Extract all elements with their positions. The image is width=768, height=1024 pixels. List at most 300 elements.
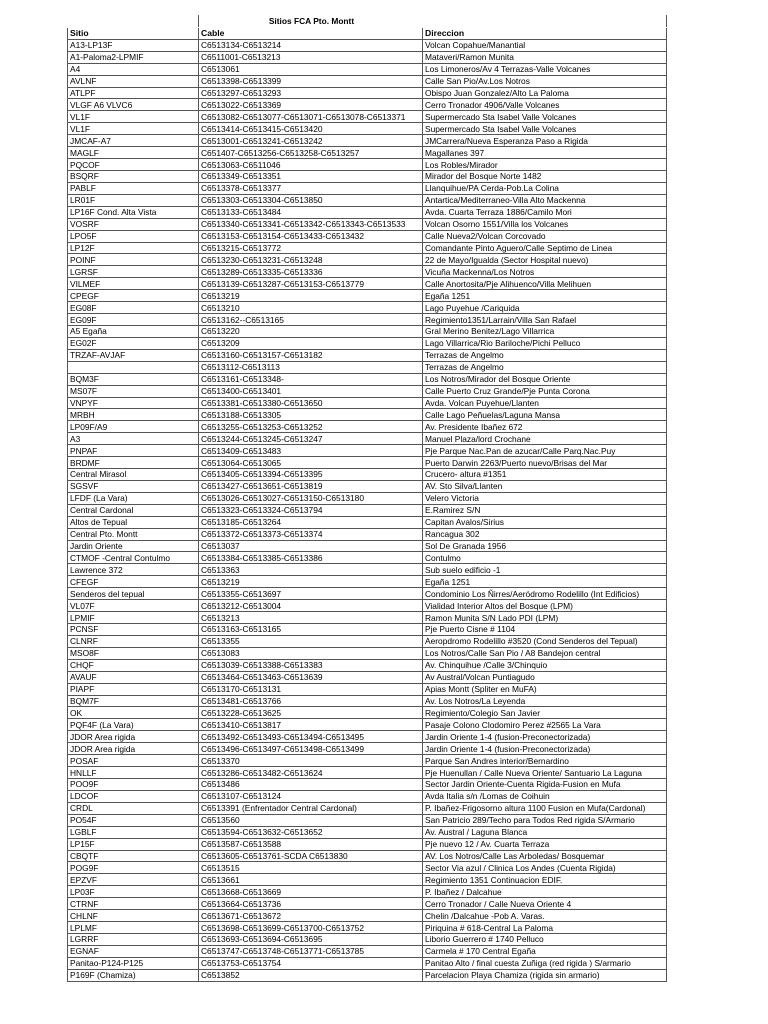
sitio-cell: EGNAF [68,945,199,957]
sitio-cell: LP03F [68,886,199,898]
cable-cell: C6513061 [199,63,423,75]
sitio-cell: JMCAF-A7 [68,135,199,147]
direccion-cell: Velero Victoria [423,492,667,504]
cable-cell: C6513083 [199,647,423,659]
table-row [68,683,667,695]
direccion-cell: Lago Puyehue /Cariquida [423,302,667,314]
direccion-cell: Llanquihue/PA Cerda-Pob.La Colina [423,182,667,194]
sitio-cell: EG08F [68,302,199,314]
direccion-cell: Magallanes 397 [423,147,667,159]
cable-cell: C6513228-C6513625 [199,707,423,719]
cable-cell: C6513464-C6513463-C6513639 [199,671,423,683]
table-row [68,147,667,159]
cable-cell: C6513001-C6513241-C6513242 [199,135,423,147]
cable-cell: C6513349-C6513351 [199,170,423,182]
direccion-cell: Pje nuevo 12 / Av. Cuarta Terraza [423,838,667,850]
table-row [68,838,667,850]
direccion-cell: Calle Lago Peñuelas/Laguna Mansa [423,409,667,421]
table-row [68,564,667,576]
sitio-cell: MS07F [68,385,199,397]
direccion-cell: Lago Villarrica/Rio Bariloche/Pichi Pelluco [423,337,667,349]
direccion-cell: Regimiento/Colegio San Javier [423,707,667,719]
table-row [68,409,667,421]
cable-cell: C6513605-C6513761-SCDA C6513830 [199,850,423,862]
table-row [68,945,667,957]
cable-cell: C6513163-C6513165 [199,624,423,636]
cable-cell: C6513661 [199,874,423,886]
cable-cell: C6513170-C6513131 [199,683,423,695]
spreadsheet [67,15,666,982]
direccion-cell: AV. Los Notros/Calle Las Arboledas/ Bosquemar [423,850,667,862]
cable-cell: C6513400-C6513401 [199,385,423,397]
cable-cell: C6513139-C6513287-C6513153-C6513779 [199,278,423,290]
direccion-cell: Cerro Tronador / Calle Nueva Oriente 4 [423,898,667,910]
table-row [68,385,667,397]
direccion-cell: Cerro Tronador 4906/Valle Volcanes [423,99,667,111]
direccion-cell: Terrazas de Angelmo [423,349,667,361]
cable-cell: C6513297-C6513293 [199,87,423,99]
direccion-cell: Avda. Volcan Puyehue/Llanten [423,397,667,409]
direccion-cell: Av. Austral / Laguna Blanca [423,826,667,838]
cable-cell: C6513185-C6513264 [199,516,423,528]
sitio-cell: LFDF (La Vara) [68,492,199,504]
table-row [68,182,667,194]
cable-cell: C6513515 [199,862,423,874]
cable-cell: C6513039-C6513388-C6513383 [199,659,423,671]
sitio-cell: PABLF [68,182,199,194]
sitio-cell: LP12F [68,242,199,254]
sitio-cell: VL1F [68,123,199,135]
table-row [68,576,667,588]
table-row [68,421,667,433]
title-spacer-cell [68,16,199,28]
cable-cell: C6513409-C6513483 [199,445,423,457]
direccion-cell: Av. Chinquihue /Calle 3/Chinquio [423,659,667,671]
cable-cell: C6513486 [199,779,423,791]
direccion-cell: Sector Jardin Oriente-Cuenta Rigida-Fusion en Mufa [423,779,667,791]
sitio-cell: PQCOF [68,159,199,171]
direccion-cell: Parcelacion Playa Chamiza (rigida sin armario) [423,969,667,981]
direccion-cell: Av. Los Notros/La Leyenda [423,695,667,707]
direccion-cell: Pje Huenullan / Calle Nueva Oriente/ Santuario La Laguna [423,767,667,779]
table-row [68,707,667,719]
direccion-cell: Puerto Darwin 2263/Puerto nuevo/Brisas del Mar [423,457,667,469]
sites-table [67,15,667,982]
cable-cell: C6513427-C6513651-C6513819 [199,480,423,492]
cable-cell: C6513219 [199,576,423,588]
sitio-cell: BQM7F [68,695,199,707]
sitio-cell: LPLMF [68,922,199,934]
table-row [68,624,667,636]
cable-cell: C6513698-C6513699-C6513700-C6513752 [199,922,423,934]
direccion-cell: AV. Sto Silva/Llanten [423,480,667,492]
title-row [68,16,667,28]
cable-cell: C6513414-C6513415-C6513420 [199,123,423,135]
table-row [68,194,667,206]
sitio-cell: A4 [68,63,199,75]
direccion-cell: Sol De Granada 1956 [423,540,667,552]
table-row [68,361,667,373]
table-row [68,445,667,457]
table-row [68,266,667,278]
table-row [68,755,667,767]
direccion-cell: Los Notros/Calle San Pio / A8 Bandejon central [423,647,667,659]
direccion-cell: Regimiento 1351 Continuacion EDIF. [423,874,667,886]
table-row [68,254,667,266]
sitio-cell: SGSVF [68,480,199,492]
direccion-cell: Supermercado Sta Isabel Valle Volcanes [423,111,667,123]
sitio-cell: LPMIF [68,612,199,624]
cable-cell: C6513398-C6513399 [199,75,423,87]
sitio-cell: CPEGF [68,290,199,302]
table-row [68,647,667,659]
sitio-cell: AVAUF [68,671,199,683]
table-row [68,75,667,87]
sitio-cell: POINF [68,254,199,266]
cable-cell: C6513410-C6513817 [199,719,423,731]
table-row [68,886,667,898]
cable-cell: C6513370 [199,755,423,767]
direccion-cell: Pje Parque Nac.Pan de azucar/Calle Parq.Nac.Puy [423,445,667,457]
sitio-cell: VNPYF [68,397,199,409]
direccion-cell: Sector Via azul / Clinica Los Andes (Cuenta Rigida) [423,862,667,874]
direccion-cell: Antartica/Mediterraneo-Villa Alto Mackenna [423,194,667,206]
direccion-cell: Vialidad Interior Altos del Bosque (LPM) [423,600,667,612]
header-row [68,27,667,39]
direccion-cell: Contulmo [423,552,667,564]
direccion-cell: Gral Merino Benitez/Lago Villarrica [423,325,667,337]
table-row [68,278,667,290]
sitio-cell: VLGF A6 VLVC6 [68,99,199,111]
cable-cell: C6513244-C6513245-C6513247 [199,433,423,445]
table-row [68,469,667,481]
sitio-cell: POG9F [68,862,199,874]
direccion-cell: Crucero- altura #1351 [423,469,667,481]
sitio-cell: PCNSF [68,624,199,636]
sitio-cell: OK [68,707,199,719]
table-row [68,898,667,910]
direccion-cell: Condominio Los Ñirres/Aeródromo Rodelillo (Int Edificios) [423,588,667,600]
sitio-cell: MRBH [68,409,199,421]
cable-cell: C6513378-C6513377 [199,182,423,194]
table-row [68,826,667,838]
table-row [68,540,667,552]
sitio-cell: Central Mirasol [68,469,199,481]
sitio-cell: LGRSF [68,266,199,278]
cable-cell: C6513747-C6513748-C6513771-C6513785 [199,945,423,957]
table-row [68,516,667,528]
sitio-cell: Lawrence 372 [68,564,199,576]
sitio-cell: VOSRF [68,218,199,230]
cable-cell: C6513026-C6513027-C6513150-C6513180 [199,492,423,504]
cable-cell: C6513363 [199,564,423,576]
direccion-cell: Avda. Cuarta Terraza 1886/Camilo Mori [423,206,667,218]
direccion-cell: Rancagua 302 [423,528,667,540]
sitio-cell: CLNRF [68,635,199,647]
cable-cell: C6513594-C6513632-C6513652 [199,826,423,838]
cable-cell: C6513481-C6513766 [199,695,423,707]
sitio-cell: LP16F Cond. Alta Vista [68,206,199,218]
direccion-cell: Regimiento1351/Larrain/Villa San Rafael [423,314,667,326]
cable-cell: C6513153-C6513154-C6513433-C6513432 [199,230,423,242]
sitio-cell: LPO5F [68,230,199,242]
cable-cell: C6513323-C6513324-C6513794 [199,504,423,516]
sitio-cell: MAGLF [68,147,199,159]
table-row [68,933,667,945]
direccion-cell: Jardin Oriente 1-4 (fusion-Preconectorizada) [423,731,667,743]
table-row [68,39,667,51]
cable-cell: C6513303-C6513304-C6513850 [199,194,423,206]
cable-cell: C6511001-C6513213 [199,51,423,63]
cable-cell: C6513391 (Enfrentador Central Cardonal) [199,802,423,814]
sitio-cell: VL07F [68,600,199,612]
table-row [68,552,667,564]
cable-cell: C6513063-C6511046 [199,159,423,171]
direccion-cell: 22 de Mayo/Igualda (Sector Hospital nuevo) [423,254,667,266]
cable-cell: C6513496-C6513497-C6513498-C6513499 [199,743,423,755]
cable-cell: C6513372-C6513373-C6513374 [199,528,423,540]
sitio-cell: LP15F [68,838,199,850]
sitio-cell: LGRRF [68,933,199,945]
table-row [68,111,667,123]
table-row [68,874,667,886]
cable-cell: C6513022-C6513369 [199,99,423,111]
direccion-cell: Ramon Munita S/N Lado PDI (LPM) [423,612,667,624]
cable-cell: C6513664-C6513736 [199,898,423,910]
cable-cell: C6513671-C6513672 [199,910,423,922]
sitio-cell: A1-Paloma2-LPMIF [68,51,199,63]
table-row [68,63,667,75]
table-row [68,302,667,314]
table-row [68,910,667,922]
table-row [68,957,667,969]
table-row [68,99,667,111]
cable-cell: C6513255-C6513253-C6513252 [199,421,423,433]
sitio-cell: EG02F [68,337,199,349]
sitio-cell: PNPAF [68,445,199,457]
sitio-cell: MSO8F [68,647,199,659]
sitio-cell: VILMEF [68,278,199,290]
cable-cell: C6513340-C6513341-C6513342-C6513343-C6513533 [199,218,423,230]
table-row [68,87,667,99]
direccion-cell: Obispo Juan Gonzalez/Alto La Paloma [423,87,667,99]
sitio-cell: Altos de Tepual [68,516,199,528]
sitio-cell: A13-LP13F [68,39,199,51]
direccion-cell: Los Limoneros/Av 4 Terrazas-Valle Volcanes [423,63,667,75]
table-row [68,349,667,361]
cable-cell: C6513107-C6513124 [199,790,423,802]
cable-cell: C6513212-C6513004 [199,600,423,612]
direccion-cell: Vicuña Mackenna/Los Notros [423,266,667,278]
cable-cell: C6513112-C6513113 [199,361,423,373]
sitio-cell: LGBLF [68,826,199,838]
sitio-cell: CHQF [68,659,199,671]
table-row [68,719,667,731]
sitio-cell: A3 [68,433,199,445]
direccion-cell: P. Ibañez-Frigosorno altura 1100 Fusion en Mufa(Cardonal) [423,802,667,814]
cable-cell: C6513852 [199,969,423,981]
direccion-cell: JMCarrera/Nueva Esperanza Paso a Rigida [423,135,667,147]
cable-cell: C6513161-C6513348- [199,373,423,385]
table-row [68,218,667,230]
table-row [68,314,667,326]
direccion-cell: Calle Anortosita/Pje Alihuenco/Villa Melihuen [423,278,667,290]
direccion-cell: Supermercado Sta Isabel Valle Volcanes [423,123,667,135]
sitio-cell: TRZAF-AVJAF [68,349,199,361]
sitio-cell: Panitao-P124-P125 [68,957,199,969]
cable-cell: C6513405-C6513394-C6513395 [199,469,423,481]
sitio-cell: LP09F/A9 [68,421,199,433]
sitio-cell [68,361,199,373]
table-row [68,731,667,743]
table-row [68,588,667,600]
cable-cell: C651407-C6513256-C6513258-C6513257 [199,147,423,159]
sitio-cell: CFEGF [68,576,199,588]
direccion-cell: Pje Puerto Cisne # 1104 [423,624,667,636]
table-row [68,123,667,135]
direccion-cell: San Patricio 289/Techo para Todos Red rigida S/Armario [423,814,667,826]
sitio-cell: BQM3F [68,373,199,385]
table-row [68,790,667,802]
direccion-cell: Liborio Guerrero # 1740 Pelluco [423,933,667,945]
table-row [68,433,667,445]
cable-cell: C6513381-C6513380-C6513650 [199,397,423,409]
direccion-cell: P. Ibañez / Dalcahue [423,886,667,898]
cable-cell: C6513753-C6513754 [199,957,423,969]
table-row [68,373,667,385]
sitio-cell: POSAF [68,755,199,767]
table-row [68,170,667,182]
cable-cell: C6513134-C6513214 [199,39,423,51]
cable-cell: C6513209 [199,337,423,349]
table-row [68,230,667,242]
sitio-cell: Central Cardonal [68,504,199,516]
sitio-cell: CTRNF [68,898,199,910]
direccion-cell: Avda Italia s/n /Lomas de Coihuin [423,790,667,802]
sitio-cell: PQF4F (La Vara) [68,719,199,731]
direccion-cell: Capitan Avalos/Sirius [423,516,667,528]
sitio-cell: POO9F [68,779,199,791]
table-row [68,814,667,826]
table-row [68,492,667,504]
direccion-cell: Piriquina # 618-Central La Paloma [423,922,667,934]
sitio-cell: PO54F [68,814,199,826]
header-direccion: Direccion [423,27,667,39]
sitio-cell: AVLNF [68,75,199,87]
direccion-cell: Los Notros/Mirador del Bosque Oriente [423,373,667,385]
table-row [68,671,667,683]
cable-cell: C6513220 [199,325,423,337]
table-row [68,504,667,516]
direccion-cell: Av Austral/Volcan Puntiagudo [423,671,667,683]
cable-cell: C6513492-C6513493-C6513494-C6513495 [199,731,423,743]
cable-cell: C6513587-C6513588 [199,838,423,850]
direccion-cell: Volcan Osorno 1551/Villa los Volcanes [423,218,667,230]
sitio-cell: ATLPF [68,87,199,99]
table-row [68,862,667,874]
sitio-cell: VL1F [68,111,199,123]
sheet-title: Sitios FCA Pto. Montt [199,16,423,28]
direccion-cell: Manuel Plaza/lord Crochane [423,433,667,445]
table-row [68,397,667,409]
direccion-cell: Carmela # 170 Central Egaña [423,945,667,957]
cable-cell: C6513064-C6513065 [199,457,423,469]
sitio-cell: LDCOF [68,790,199,802]
cable-cell: C6513188-C6513305 [199,409,423,421]
cable-cell: C6513082-C6513077-C6513071-C6513078-C6513371 [199,111,423,123]
direccion-cell: Parque San Andres interior/Bernardino [423,755,667,767]
cable-cell: C6513162--C6513165 [199,314,423,326]
sitio-cell: EPZVF [68,874,199,886]
table-row [68,659,667,671]
direccion-cell: Egaña 1251 [423,576,667,588]
sitio-cell: CTMOF -Central Contulmo [68,552,199,564]
table-row [68,159,667,171]
header-sitio: Sitio [68,27,199,39]
direccion-cell: Egaña 1251 [423,290,667,302]
direccion-cell: Calle Puerto Cruz Grande/Pje Punta Corona [423,385,667,397]
direccion-cell: Pasaje Colono Clodomiro Perez #2565 La Vara [423,719,667,731]
direccion-cell: Chelin /Dalcahue -Pob A. Varas. [423,910,667,922]
title-spacer-cell [423,16,667,28]
sitio-cell: HNLLF [68,767,199,779]
table-row [68,242,667,254]
table-row [68,206,667,218]
table-row [68,325,667,337]
cable-cell: C6513355 [199,635,423,647]
direccion-cell: E.Ramirez S/N [423,504,667,516]
cable-cell: C6513286-C6513482-C6513624 [199,767,423,779]
cable-cell: C6513668-C6513669 [199,886,423,898]
cable-cell: C6513037 [199,540,423,552]
cable-cell: C6513384-C6513385-C6513386 [199,552,423,564]
table-row [68,695,667,707]
cable-cell: C6513219 [199,290,423,302]
table-row [68,779,667,791]
cable-cell: C6513355-C6513697 [199,588,423,600]
cable-cell: C6513213 [199,612,423,624]
table-row [68,135,667,147]
table-row [68,51,667,63]
direccion-cell: Panitao Alto / final cuesta Zuñiga (red rigida ) S/armario [423,957,667,969]
table-row [68,457,667,469]
cable-cell: C6513160-C6513157-C6513182 [199,349,423,361]
table-row [68,969,667,981]
header-cable: Cable [199,27,423,39]
table-row [68,743,667,755]
table-row [68,802,667,814]
table-body [68,16,667,982]
direccion-cell: Calle San Pio/Av.Los Notros [423,75,667,87]
table-row [68,290,667,302]
sitio-cell: EG09F [68,314,199,326]
table-row [68,635,667,647]
sitio-cell: PIAPF [68,683,199,695]
sitio-cell: P169F (Chamiza) [68,969,199,981]
table-row [68,337,667,349]
sitio-cell: Jardin Oriente [68,540,199,552]
direccion-cell: Volcan Copahue/Manantial [423,39,667,51]
cable-cell: C6513210 [199,302,423,314]
table-row [68,528,667,540]
direccion-cell: Calle Nueva2/Volcan Corcovado [423,230,667,242]
sitio-cell: Senderos del tepual [68,588,199,600]
sitio-cell: BSQRF [68,170,199,182]
direccion-cell: Sub suelo edificio -1 [423,564,667,576]
direccion-cell: Mataveri/Ramon Munita [423,51,667,63]
cable-cell: C6513230-C6513231-C6513248 [199,254,423,266]
table-row [68,612,667,624]
